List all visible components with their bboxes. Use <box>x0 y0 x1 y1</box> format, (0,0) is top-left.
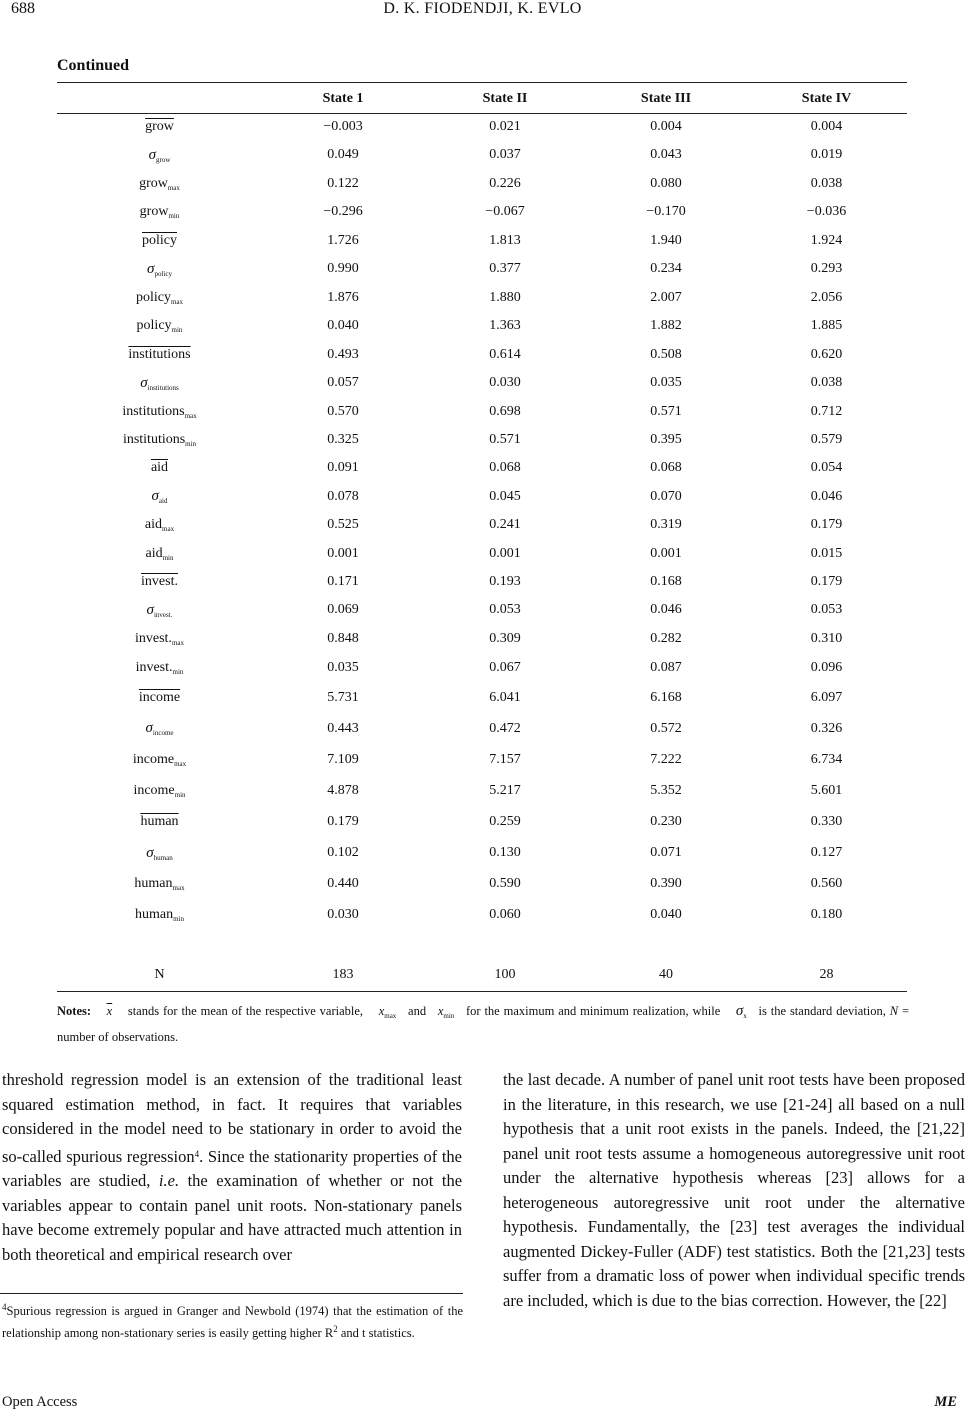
row-label: $\sigma_{grow}$ <box>148 146 171 164</box>
table-cell: 1.726 <box>327 232 359 248</box>
table-row <box>57 596 907 624</box>
table-row <box>57 255 907 283</box>
table-cell: 0.443 <box>327 720 359 736</box>
table-row <box>57 169 907 198</box>
table-row <box>57 283 907 312</box>
row-label: policy$_{min}$ <box>136 318 183 334</box>
column-header: State IV <box>801 90 852 106</box>
table-cell: 0.096 <box>810 659 843 675</box>
table-cell: 1.880 <box>489 289 521 305</box>
table-cell: 0.001 <box>327 545 359 561</box>
table-notes: Notes: $\overline{x}$ stands for the mean of the respective variable, $x_{max}$ and $x_{min}$ for the maximum and minimum realization, while $\sigma_x$ is the standard deviation, N = number of observations. <box>57 1003 910 1044</box>
row-label: $\sigma_{human}$ <box>146 844 173 862</box>
table-cell: 1.363 <box>489 318 521 333</box>
table-cell: −0.003 <box>323 119 363 134</box>
table-cell: 0.179 <box>810 517 843 532</box>
table-cell: 0.472 <box>489 720 521 736</box>
table-row <box>57 713 907 744</box>
table-cell: 0.127 <box>810 845 843 860</box>
table-cell: 0.560 <box>810 875 843 891</box>
row-label: grow <box>145 119 174 134</box>
table-row <box>57 141 907 169</box>
table-cell: 0.030 <box>327 906 359 922</box>
table-cell: 0.049 <box>327 147 359 162</box>
table-cell: 0.171 <box>327 574 359 589</box>
row-label: grow$_{max}$ <box>139 175 180 192</box>
row-label: invest. <box>141 574 178 589</box>
table-cell: 0.060 <box>489 906 521 922</box>
footnote: $^4$Spurious regression is argued in Granger and Newbold (1974) that the estimation of the relationship among non-stationary series is easily getting higher $R^2$ and t statistics. <box>2 1302 463 1340</box>
table-cell: 1.924 <box>810 232 843 248</box>
table-row <box>57 312 907 340</box>
table-bottom-rule <box>57 991 907 992</box>
table-cell: 0.193 <box>489 574 521 589</box>
table-cell: 0.078 <box>327 488 359 504</box>
row-label: $\sigma_{policy}$ <box>147 260 172 278</box>
table-cell: 0.030 <box>489 375 521 390</box>
table-cell: 0.071 <box>650 845 682 860</box>
table-cell: 6.041 <box>489 689 521 705</box>
table-cell: 0.038 <box>810 175 843 191</box>
row-label: income <box>138 689 181 705</box>
table-row <box>57 653 907 682</box>
table-cell: 0.035 <box>650 375 682 390</box>
table-cell: 0.054 <box>810 460 843 475</box>
table-cell: 0.241 <box>489 517 521 532</box>
footnote-rule <box>0 1293 463 1294</box>
table-row <box>57 868 907 899</box>
table-cell: 0.310 <box>810 630 843 646</box>
table-cell: 100 <box>494 967 516 982</box>
summary-statistics-table <box>57 84 907 990</box>
table-cell: −0.067 <box>485 204 525 219</box>
table-header-row <box>57 84 907 113</box>
table-cell: 0.001 <box>650 545 682 561</box>
body-text-left-column: threshold regression model is an extension of the traditional least squared estimation method, in fact. It requires that variables considered in the model need to be stationary in order to avoid the so-called spurious regression$^4$. Since the stationarity properties of the variables are studied, i.e. the examination of whether or not the variables appear to contain panel unit roots. Non-stationary panels have become extremely popular and have attracted much attention in both theoretical and empirical research over <box>2 1070 463 1264</box>
row-label: institutions$_{min}$ <box>122 432 197 448</box>
table-cell: 0.068 <box>650 460 682 475</box>
table-cell: 0.001 <box>489 545 521 561</box>
table-cell: 5.731 <box>327 689 359 705</box>
table-cell: 1.813 <box>489 232 521 248</box>
table-cell: 0.046 <box>650 602 682 617</box>
row-label: aid$_{max}$ <box>144 517 175 533</box>
table-cell: 1.882 <box>650 318 682 333</box>
row-label: aid$_{min}$ <box>145 545 174 562</box>
table-cell: 5.352 <box>650 782 682 798</box>
column-header: State 1 <box>322 90 364 106</box>
table-cell: 0.091 <box>327 460 359 475</box>
table-cell: 0.004 <box>810 119 843 134</box>
table-cell: 0.990 <box>327 261 359 276</box>
table-cell: 0.309 <box>489 630 521 646</box>
table-cell: 0.179 <box>327 814 359 829</box>
row-label: $\sigma_{aid}$ <box>151 488 168 505</box>
table-cell: 1.876 <box>327 289 359 305</box>
table-cell: 0.122 <box>327 175 359 191</box>
mean-symbol: $\overline{x}$ <box>106 1004 113 1018</box>
row-label: human <box>140 814 179 829</box>
table-cell: 28 <box>819 967 834 982</box>
table-cell: 0.179 <box>810 574 843 589</box>
row-label: $\sigma_{income}$ <box>145 720 174 737</box>
table-body <box>57 113 907 990</box>
table-cell: 7.157 <box>489 751 521 767</box>
table-cell: 0.040 <box>650 906 682 922</box>
table-cell: 0.226 <box>489 175 521 191</box>
table-cell: 0.590 <box>489 875 521 891</box>
row-label: $\sigma_{institutions}$ <box>140 374 179 392</box>
table-cell: 0.614 <box>489 346 521 362</box>
row-label: $\overline{aid}$ <box>150 460 169 475</box>
table-cell: 0.571 <box>489 432 521 447</box>
table-row <box>57 340 907 369</box>
table-cell: 0.087 <box>650 659 682 675</box>
table-cell: 0.319 <box>650 517 682 532</box>
table-cell: 0.021 <box>489 119 521 134</box>
row-label: policy <box>142 232 177 248</box>
notes-label: Notes: <box>57 1004 92 1018</box>
row-label: human$_{max}$ <box>134 875 185 892</box>
table-cell: 4.878 <box>327 782 359 798</box>
table-row <box>57 744 907 775</box>
table-row <box>57 454 907 482</box>
row-label: income$_{max}$ <box>132 751 187 768</box>
table-cell: −0.036 <box>806 204 847 219</box>
table-row <box>57 806 907 838</box>
table-cell: 0.620 <box>810 346 843 362</box>
row-label: $\sigma_{invest.}$ <box>146 601 173 619</box>
table-cell: 0.180 <box>810 906 843 922</box>
table-cell: 0.572 <box>650 720 682 736</box>
table-row <box>57 113 907 141</box>
table-cell: 6.168 <box>650 689 682 705</box>
row-label: $invest._{min}$ <box>135 659 184 676</box>
table-cell: −0.296 <box>323 204 363 219</box>
table-cell: 0.712 <box>810 403 843 419</box>
table-cell: 0.493 <box>327 346 359 362</box>
table-row <box>57 397 907 426</box>
table-cell: 0.395 <box>650 432 682 447</box>
table-row <box>57 511 907 539</box>
table-caption: Continued <box>57 57 130 74</box>
row-label: institutions$_{max}$ <box>122 403 197 420</box>
table-cell: 0.057 <box>327 375 359 390</box>
table-row <box>57 899 907 930</box>
table-cell: 0.698 <box>489 403 521 419</box>
row-label: N <box>154 967 165 982</box>
footer-open-access: Open Access <box>2 1394 78 1410</box>
table-cell: 0.053 <box>810 602 843 617</box>
table-cell: 0.070 <box>650 488 682 504</box>
table-cell: 0.168 <box>650 574 682 589</box>
table-cell: 0.102 <box>327 845 359 860</box>
table-cell: 0.004 <box>650 119 682 134</box>
table-cell: 0.508 <box>650 346 682 362</box>
table-cell: −0.170 <box>646 204 686 219</box>
table-row <box>57 838 907 868</box>
table-row <box>57 226 907 255</box>
table-cell: 0.377 <box>489 261 521 276</box>
table-cell: 7.222 <box>650 751 682 767</box>
table-cell: 7.109 <box>327 751 359 767</box>
row-label: $invest._{max}$ <box>134 630 184 647</box>
table-cell: 183 <box>332 967 354 982</box>
row-label: income$_{min}$ <box>133 782 186 799</box>
table-cell: 0.067 <box>489 659 521 675</box>
table-cell: 0.068 <box>489 460 521 475</box>
table-cell: 0.080 <box>650 175 682 191</box>
table-cell: 1.885 <box>810 318 843 333</box>
table-row <box>57 568 907 596</box>
table-cell: 0.848 <box>327 630 359 646</box>
table-cell: 0.570 <box>327 403 359 419</box>
table-cell: 0.037 <box>489 147 521 162</box>
table-spacer <box>57 930 907 960</box>
table-cell: 2.056 <box>810 289 843 305</box>
column-header: State III <box>640 90 692 106</box>
column-header: State II <box>482 90 528 106</box>
table-cell: 0.130 <box>489 845 521 860</box>
table-row <box>57 426 907 454</box>
table-cell: 1.940 <box>650 232 682 248</box>
table-cell: 0.046 <box>810 488 843 504</box>
table-cell: 0.282 <box>650 630 682 646</box>
table-row <box>57 682 907 713</box>
table-cell: 0.440 <box>327 875 359 891</box>
table-cell: 5.217 <box>489 782 521 798</box>
table-cell: 0.038 <box>810 375 843 390</box>
table-cell: 6.097 <box>810 689 843 705</box>
row-label: institutions <box>128 346 191 362</box>
body-text-right-column: the last decade. A number of panel unit root tests have been proposed in the literature, in this research, we use [21-24] all based on a null hypothesis that a unit root exists in the panels. Indeed, the [21,22] panel unit root tests assume a homogeneous autoregressive unit root under the alternative hypothesis whereas [23] allows for a heterogeneous autoregressive unit root under the alternative hypothesis. Fundamentally, the [23] test averages the individual augmented Dickey-Fuller (ADF) test statistics. Both the [21,23] tests suffer from a dramatic loss of power when individual specific trends are included, which is due to the bias correction. However, the [22] <box>503 1070 965 1310</box>
table-cell: 0.069 <box>327 602 359 617</box>
table-cell: 0.230 <box>650 814 682 829</box>
table-cell: 0.579 <box>810 432 843 447</box>
table-row-n <box>57 960 907 990</box>
table-cell: 0.390 <box>650 875 682 891</box>
table-cell: 0.525 <box>327 517 359 532</box>
table-cell: 0.043 <box>650 147 682 162</box>
table-cell: 0.045 <box>489 488 521 504</box>
table-row <box>57 624 907 653</box>
table-cell: 0.293 <box>810 261 843 276</box>
row-label: policy$_{max}$ <box>135 289 184 306</box>
table-cell: 0.015 <box>810 545 843 561</box>
table-top-rule <box>57 82 907 83</box>
table-cell: 0.259 <box>489 814 521 829</box>
footer-journal-abbrev: ME <box>934 1394 957 1410</box>
table-cell: 0.326 <box>810 720 843 736</box>
table-cell: 2.007 <box>650 289 682 305</box>
table-row <box>57 539 907 568</box>
table-cell: 6.734 <box>810 751 843 767</box>
table-cell: 5.601 <box>810 782 843 798</box>
table-cell: 0.053 <box>489 602 521 617</box>
table-row <box>57 198 907 226</box>
table-row <box>57 369 907 397</box>
running-header: D. K. FIODENDJI, K. EVLO <box>383 0 582 17</box>
table-cell: 40 <box>659 967 673 982</box>
table-cell: 0.040 <box>327 318 359 333</box>
row-label: human$_{min}$ <box>135 906 184 923</box>
table-cell: 0.234 <box>650 261 682 276</box>
table-row <box>57 775 907 806</box>
table-row <box>57 482 907 511</box>
page-number: 688 <box>11 0 35 17</box>
table-cell: 0.325 <box>327 432 359 447</box>
table-cell: 0.035 <box>327 659 359 675</box>
row-label: grow$_{min}$ <box>139 204 180 220</box>
table-cell: 0.571 <box>650 403 682 419</box>
table-cell: 0.019 <box>810 147 843 162</box>
table-cell: 0.330 <box>810 814 843 829</box>
